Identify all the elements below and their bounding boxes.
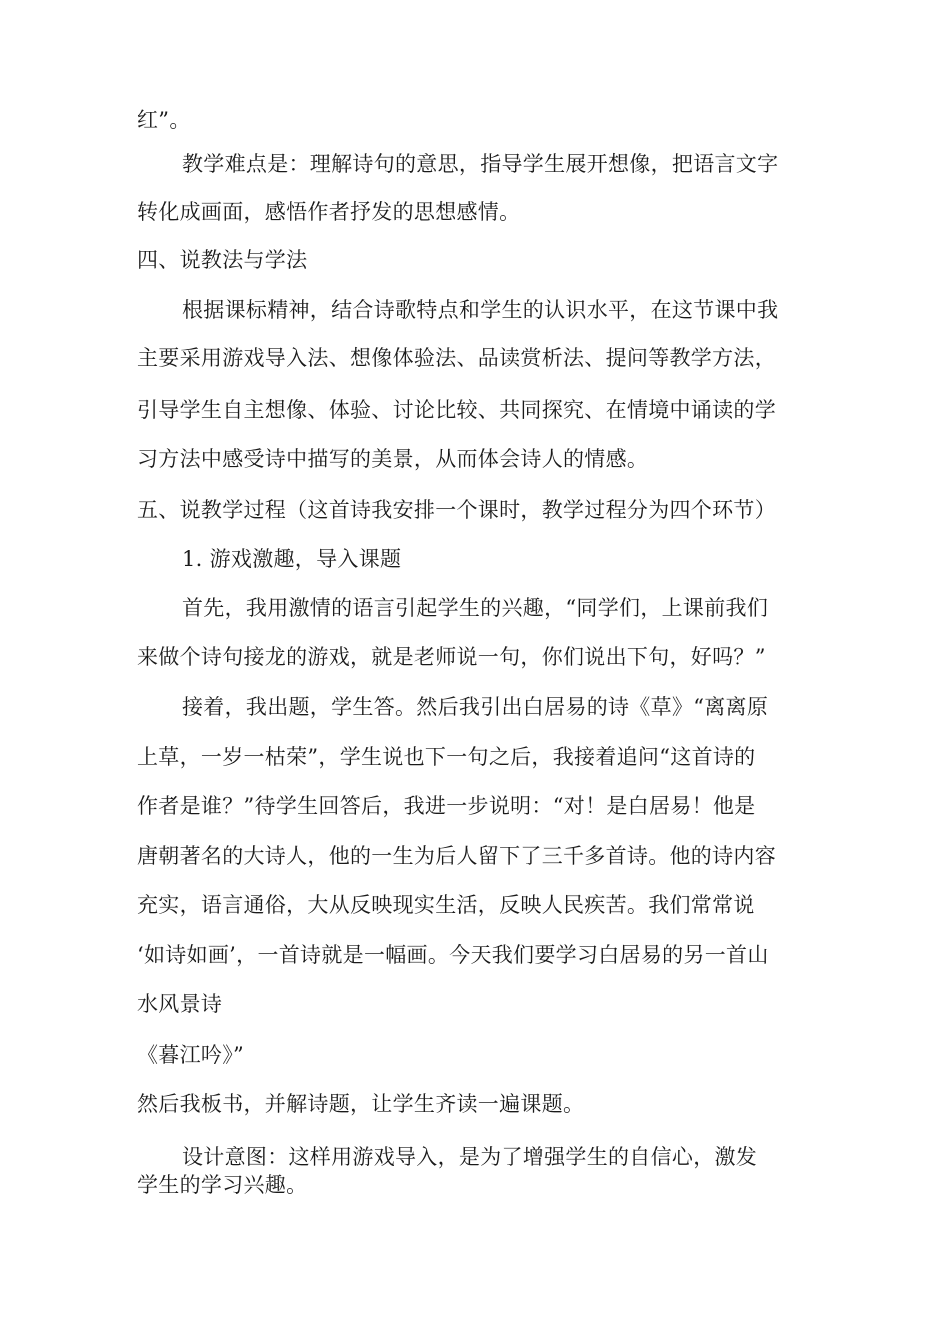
- paragraph-line: 《暮江吟》”: [137, 1043, 245, 1067]
- design-intent-line: 设计意图：这样用游戏导入，是为了增强学生的自信心，激发: [182, 1145, 758, 1169]
- paragraph-line: 水风景诗: [137, 992, 223, 1016]
- paragraph-line: 根据课标精神，结合诗歌特点和学生的认识水平，在这节课中我: [182, 298, 779, 322]
- paragraph-line: 引导学生自主想像、体验、讨论比较、共同探究、在情境中诵读的学: [137, 398, 776, 422]
- paragraph-line: 作者是谁？”待学生回答后，我进一步说明：“对！是白居易！他是: [137, 794, 756, 818]
- section-heading: 四、说教法与学法: [137, 248, 308, 272]
- paragraph-line: 教学难点是：理解诗句的意思，指导学生展开想像，把语言文字: [182, 152, 779, 176]
- design-intent-line: 学生的学习兴趣。: [137, 1173, 308, 1197]
- paragraph-line: 主要采用游戏导入法、想像体验法、品读赏析法、提问等教学方法，: [137, 346, 776, 370]
- section-heading: 五、说教学过程（这首诗我安排一个课时，教学过程分为四个环节）: [137, 498, 776, 522]
- paragraph-line: 唐朝著名的大诗人，他的一生为后人留下了三千多首诗。他的诗内容: [137, 844, 776, 868]
- paragraph-line: 然后我板书，并解诗题，让学生齐读一遍课题。: [137, 1092, 585, 1116]
- paragraph-line: 转化成画面，感悟作者抒发的思想感情。: [137, 200, 521, 224]
- paragraph-line: 习方法中感受诗中描写的美景，从而体会诗人的情感。: [137, 447, 649, 471]
- paragraph-line: 接着，我出题，学生答。然后我引出白居易的诗《草》“离离原: [182, 695, 769, 719]
- paragraph-line: 红”。: [137, 108, 191, 132]
- paragraph-line: 上草，一岁一枯荣”，学生说也下一句之后，我接着追问“这首诗的: [137, 745, 756, 769]
- paragraph-line: 来做个诗句接龙的游戏，就是老师说一句，你们说出下句，好吗？”: [137, 645, 766, 669]
- subsection-heading: 1. 游戏激趣，导入课题: [182, 547, 402, 571]
- paragraph-line: 首先，我用激情的语言引起学生的兴趣，“同学们，上课前我们: [182, 596, 769, 620]
- paragraph-line: ‘如诗如画’，一首诗就是一幅画。今天我们要学习白居易的另一首山: [137, 943, 769, 967]
- paragraph-line: 充实，语言通俗，大从反映现实生活，反映人民疾苦。我们常常说: [137, 893, 755, 917]
